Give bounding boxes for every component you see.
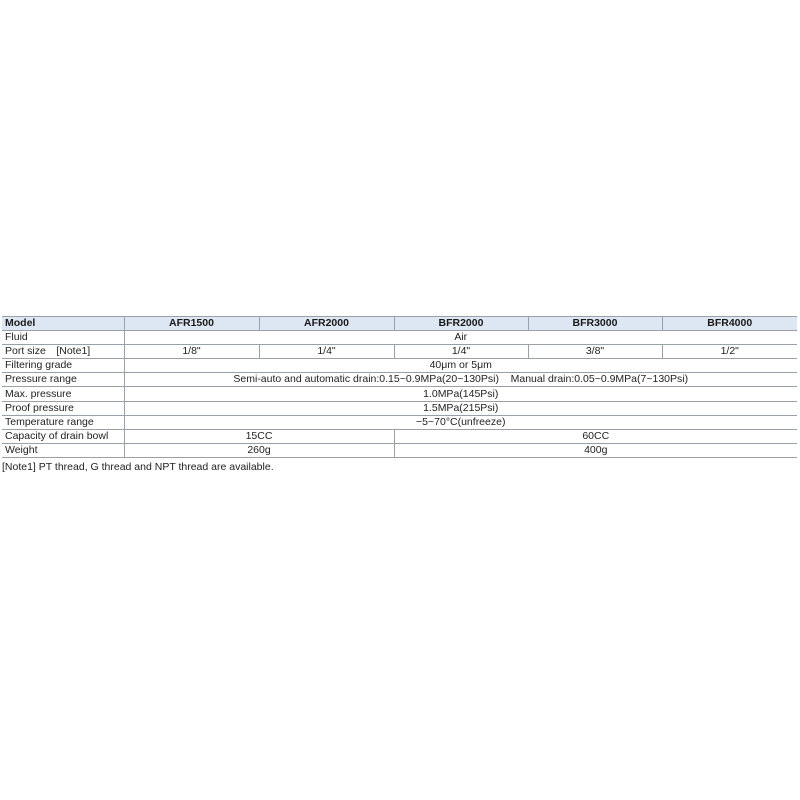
model-bfr4000-header: BFR4000 <box>662 317 797 331</box>
max-pressure-value: 1.0MPa(145Psi) <box>124 387 797 401</box>
max-pressure-label: Max. pressure <box>2 387 124 401</box>
model-header-label: Model <box>2 317 124 331</box>
temperature-range-label: Temperature range <box>2 415 124 429</box>
proof-pressure-label: Proof pressure <box>2 401 124 415</box>
filtering-grade-label: Filtering grade <box>2 359 124 373</box>
model-afr2000-header: AFR2000 <box>259 317 394 331</box>
weight-large: 400g <box>394 443 797 457</box>
table-row-drain-bowl <box>2 429 797 443</box>
table-row-max-pressure <box>2 387 797 401</box>
table-header-row <box>2 317 797 331</box>
port-size-bfr3000: 3/8" <box>528 345 662 359</box>
weight-label: Weight <box>2 443 124 457</box>
drain-bowl-label: Capacity of drain bowl <box>2 429 124 443</box>
model-bfr3000-header: BFR3000 <box>528 317 662 331</box>
drain-bowl-large: 60CC <box>394 429 797 443</box>
fluid-label: Fluid <box>2 331 124 345</box>
port-size-bfr2000: 1/4" <box>394 345 528 359</box>
port-size-bfr4000: 1/2" <box>662 345 797 359</box>
table-row-proof-pressure <box>2 401 797 415</box>
model-afr1500-header: AFR1500 <box>124 317 259 331</box>
footnote: [Note1] PT thread, G thread and NPT thread are available. <box>2 461 274 473</box>
specification-table <box>2 316 797 458</box>
table-row-weight <box>2 443 797 457</box>
table-row-filtering-grade <box>2 359 797 373</box>
proof-pressure-value: 1.5MPa(215Psi) <box>124 401 797 415</box>
pressure-range-label: Pressure range <box>2 373 124 387</box>
drain-bowl-small: 15CC <box>124 429 394 443</box>
filtering-grade-value: 40μm or 5μm <box>124 359 797 373</box>
port-size-afr2000: 1/4" <box>259 345 394 359</box>
pressure-range-value: Semi-auto and automatic drain:0.15~0.9MPa(20~130Psi) Manual drain:0.05~0.9MPa(7~130Psi) <box>124 373 797 387</box>
weight-small: 260g <box>124 443 394 457</box>
table-row-temperature-range <box>2 415 797 429</box>
fluid-value: Air <box>124 331 797 345</box>
table-row-port-size <box>2 345 797 359</box>
port-size-afr1500: 1/8" <box>124 345 259 359</box>
table-row-pressure-range <box>2 373 797 387</box>
model-bfr2000-header: BFR2000 <box>394 317 528 331</box>
temperature-range-value: −5~70°C(unfreeze) <box>124 415 797 429</box>
table-row-fluid <box>2 331 797 345</box>
port-size-label: Port size [Note1] <box>2 345 124 359</box>
